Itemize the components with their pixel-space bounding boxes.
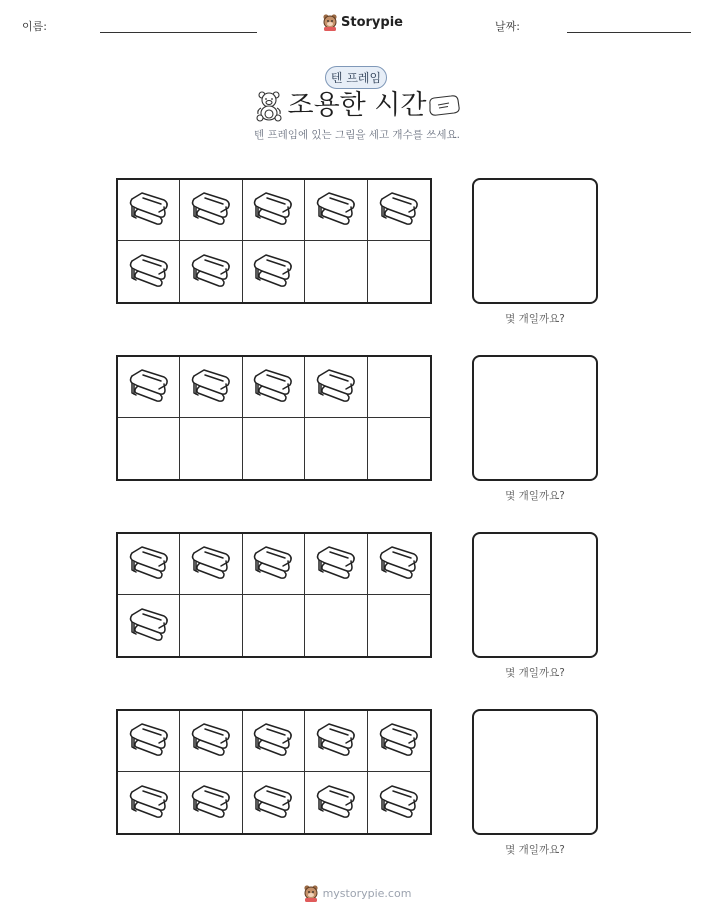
footer (0, 884, 714, 902)
brand-logo (322, 13, 403, 31)
ten-frame-cell (243, 418, 305, 479)
page-title: 조용한 시간 (287, 90, 427, 121)
folded-blanket-icon (251, 366, 295, 408)
folded-blanket-icon (377, 720, 421, 762)
answer-prompt: 몇 개일까요? (505, 490, 565, 502)
footer-site[interactable]: mystorypie.com (322, 886, 412, 900)
folded-blanket-icon (251, 251, 295, 293)
answer-box[interactable] (472, 709, 598, 835)
ten-frame-cell (305, 241, 367, 302)
ten-frame-cell (180, 711, 242, 772)
ten-frame (116, 532, 432, 658)
folded-blanket-icon (127, 605, 171, 647)
ten-frame-cell (118, 711, 180, 772)
ten-frame-cell (243, 241, 305, 302)
ten-frame-cell (180, 357, 242, 418)
folded-blanket-icon (127, 189, 171, 231)
ten-frame-cell (243, 534, 305, 595)
brand-name: Storypie (341, 14, 403, 30)
ten-frame-cell (118, 357, 180, 418)
ten-frame-cell (368, 595, 430, 656)
ten-frame-cell (180, 772, 242, 833)
ten-frame (116, 355, 432, 481)
ten-frame-cell (368, 772, 430, 833)
ten-frame-cell (305, 418, 367, 479)
folded-blanket-icon (127, 720, 171, 762)
ten-frame-cell (243, 180, 305, 241)
folded-blanket-icon (189, 366, 233, 408)
folded-blanket-icon (314, 720, 358, 762)
ten-frame-cell (305, 772, 367, 833)
ten-frame-cell (368, 711, 430, 772)
answer-box[interactable] (472, 178, 598, 304)
folded-blanket-icon (189, 189, 233, 231)
storypie-mascot-icon (303, 884, 319, 902)
answer-prompt: 몇 개일까요? (505, 844, 565, 856)
storypie-mascot-icon (322, 13, 338, 31)
ten-frame-cell (243, 595, 305, 656)
ten-frame-cell (118, 180, 180, 241)
answer-box[interactable] (472, 532, 598, 658)
ten-frame-cell (180, 595, 242, 656)
ten-frame-cell (118, 418, 180, 479)
ten-frame (116, 709, 432, 835)
ten-frame-cell (180, 180, 242, 241)
ten-frame-cell (180, 241, 242, 302)
folded-blanket-icon (189, 782, 233, 824)
answer-prompt: 몇 개일까요? (505, 667, 565, 679)
ten-frame-cell (305, 595, 367, 656)
ten-frame-cell (180, 418, 242, 479)
answer-prompt: 몇 개일까요? (505, 313, 565, 325)
topic-badge: 텐 프레임 (325, 66, 387, 89)
folded-blanket-icon (314, 189, 358, 231)
ten-frame-cell (305, 711, 367, 772)
date-label: 날짜: (495, 20, 520, 33)
answer-box[interactable] (472, 355, 598, 481)
ten-frame-cell (243, 357, 305, 418)
folded-blanket-icon (127, 543, 171, 585)
folded-blanket-icon (251, 720, 295, 762)
ten-frame-cell (305, 534, 367, 595)
folded-blanket-icon (251, 189, 295, 231)
folded-blanket-icon (377, 189, 421, 231)
ten-frame-cell (368, 534, 430, 595)
ten-frame-cell (243, 711, 305, 772)
ten-frame-cell (118, 534, 180, 595)
ten-frame-cell (118, 241, 180, 302)
folded-blanket-icon (377, 543, 421, 585)
folded-blanket-icon (189, 251, 233, 293)
ten-frame-cell (368, 180, 430, 241)
folded-blanket-icon (189, 543, 233, 585)
ten-frame-cell (118, 595, 180, 656)
name-line[interactable] (100, 32, 257, 33)
ten-frame-cell (243, 772, 305, 833)
folded-blanket-icon (127, 782, 171, 824)
folded-blanket-icon (314, 366, 358, 408)
folded-blanket-icon (127, 251, 171, 293)
ten-frame-cell (305, 357, 367, 418)
date-line[interactable] (567, 32, 691, 33)
name-label: 이름: (22, 20, 47, 33)
ten-frame-cell (305, 180, 367, 241)
instructions: 텐 프레임에 있는 그림을 세고 개수를 쓰세요. (254, 129, 460, 141)
folded-blanket-icon (314, 543, 358, 585)
folded-blanket-icon (314, 782, 358, 824)
ten-frame (116, 178, 432, 304)
folded-blanket-icon (251, 782, 295, 824)
ten-frame-cell (180, 534, 242, 595)
pillow-icon (427, 95, 461, 117)
folded-blanket-icon (251, 543, 295, 585)
folded-blanket-icon (377, 782, 421, 824)
ten-frame-cell (368, 418, 430, 479)
ten-frame-cell (368, 357, 430, 418)
folded-blanket-icon (127, 366, 171, 408)
ten-frame-cell (368, 241, 430, 302)
folded-blanket-icon (189, 720, 233, 762)
ten-frame-cell (118, 772, 180, 833)
